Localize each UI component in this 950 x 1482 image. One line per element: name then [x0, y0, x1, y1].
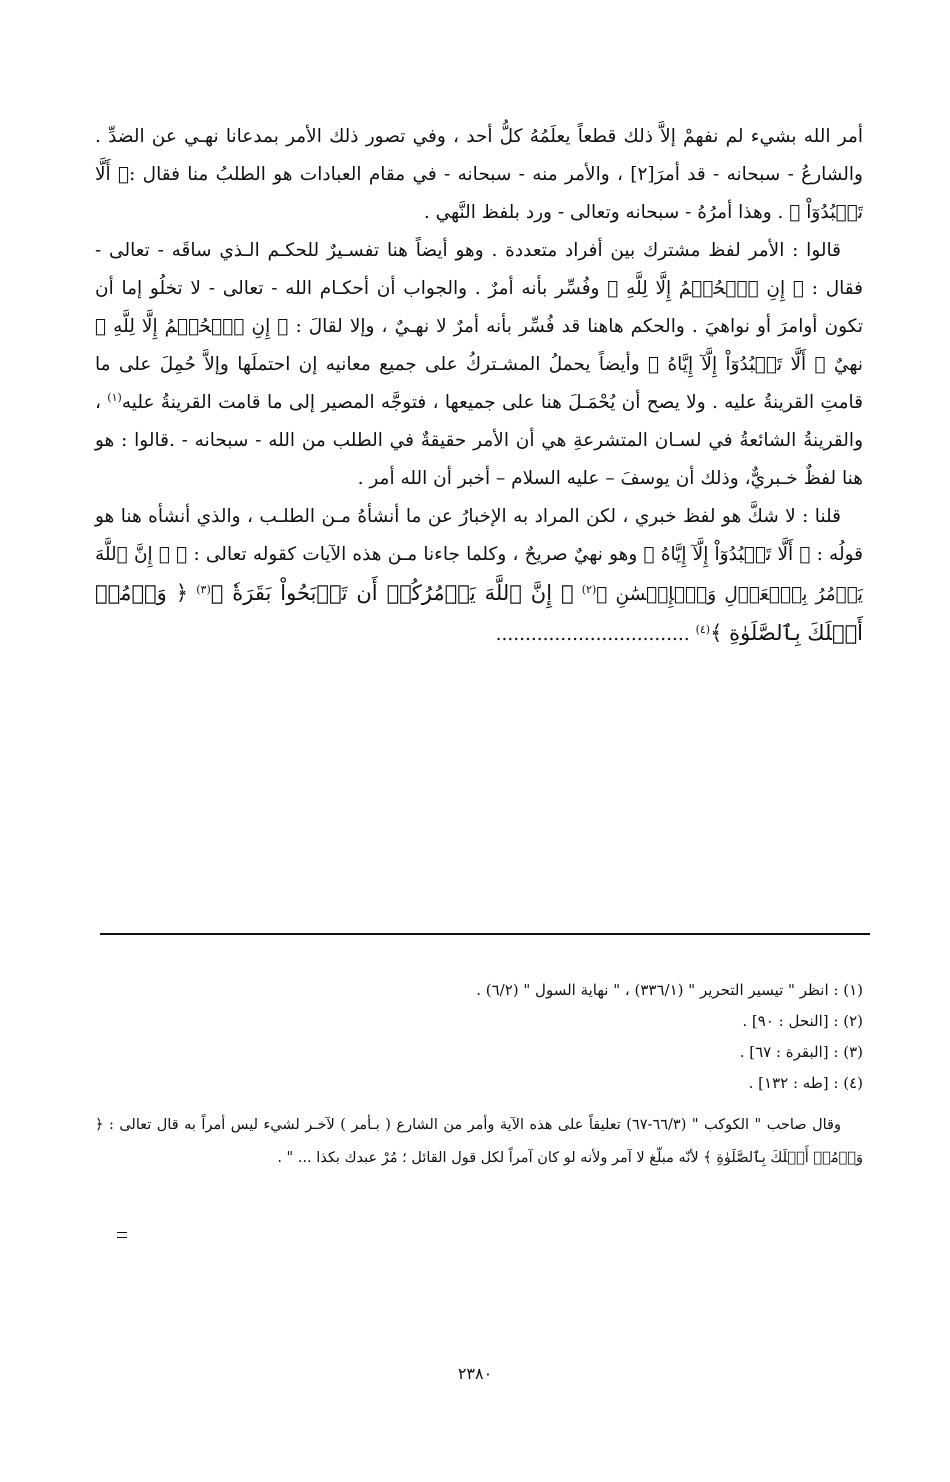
footnote-ref-1: (١) [107, 390, 122, 404]
footnote-4: (٤) : [طه : ١٣٢] . [748, 1074, 863, 1092]
page-number: ٢٣٨٠ [457, 1364, 493, 1383]
paragraph-2 [95, 232, 863, 498]
footnote-1: (١) : انظر " تيسير التحرير " (٣٣٦/١) ، " نهاية السول " (٦/٢) . [476, 981, 863, 999]
footnote-2: (٢) : [النحل : ٩٠] . [742, 1012, 863, 1030]
main-text [95, 118, 863, 654]
quran-verse-cow: ﴿ إِنَّ ٱللَّهَ يَأۡمُرُكُمۡ أَن تَذۡبَحُواْ بَقَرَةٗ ﴾ [210, 581, 574, 605]
footnote-ref-3: (٣) [196, 582, 211, 596]
continuation-mark [117, 1232, 127, 1238]
footnote-divider [100, 933, 870, 935]
paragraph-3 [95, 498, 863, 654]
paragraph-1: أمر الله بشيء لم نفهمْ إلاَّ ذلك قطعاً يعلَمُهُ كلُّ أحد ، وفي تصور ذلك الأمر بمدعانا نهـي عن الضدِّ . والشارعُ - سبحانه - قد أمرَ[٢] ، والأمر منه - سبحانه - في مقام العبادات هو الطلبُ منا فقال :﴿ أَلَّا تَعۡبُدُوٓاْ ﴾ . وهذا أمرُهُ - سبحانه وتعالى - ورد بلفظ النَّهي . [95, 126, 863, 223]
footnote-ref-4: (٤) [695, 622, 711, 636]
quran-verse-prayer: ﴿ وَأۡمُرۡ أَهۡلَكَ بِٱلصَّلَوٰةِ ﴾ [95, 581, 863, 645]
footnotes-section [95, 975, 863, 1175]
footnote-ref-2: (٢) [581, 582, 597, 596]
footnote-3: (٣) : [البقرة : ٦٧] . [739, 1043, 863, 1061]
paragraph-2-continued: ، والقرينةُ الشائعةُ في لسـان المتشرعةِ هي أن الأمر حقيقةٌ في الطلب من الله - سبحانه - .قالوا : هو هنا لفظٌ خـبريٌّ، وذلك أن يوسفَ – عليه السلام – أخبر أن الله أمر . [95, 392, 863, 489]
footnote-commentary: وقال صاحب " الكوكب " (٦٦/٣-٦٧) تعليقاً على هذه الآية وأمر من الشارع ( بـأمر ) لآخـر لشيء ليس أمراً به قال تعالى : ﴿ وَأۡمُرۡ أَهۡلَكَ بِٱلصَّلَوٰةِ ﴾ لأنّه مبلّغ لا آمر ولأنه لو كان آمراً لكل قول القائل ؛ مُرْ عبدك بكذا ... " . [95, 1117, 863, 1166]
paragraph-2-text: قالوا : الأمر لفظ مشترك بين أفراد متعددة . وهو أيضاً هنا تفسـيرٌ للحكـم الـذي ساقَه - تعالى - فقال : ﴿ إِنِ ٱلۡحُكۡمُ إِلَّا لِلَّهِ ﴾ وفُسِّر بأنه أمرٌ . والجواب أن أحكـام الله - تعالى - لا تخلُو إما أن تكون أوامرَ أو نواهيَ . والحكم هاهنا قد فُسِّر بأنه أمرٌ لا نهـيٌ ، وإلا لقالَ : ﴿ إِنِ ٱلۡحُكۡمُ إِلَّا لِلَّهِ ﴾ نهيٌ ﴿ أَلَّا تَعۡبُدُوٓاْ إِلَّآ إِيَّاهُ ﴾ وأيضاً يحملُ المشـتركُ على جميع معانيه إن احتملَها وإلاَّ حُمِلَ على ما قامتِ القرينةُ عليه . ولا يصح أن يُحْمَـلَ هنا على جميعها ، فتوجَّه المصير إلى ما قامت القرينةُ عليه [95, 240, 863, 413]
ellipsis-dots: ................................. [495, 624, 690, 645]
paragraph-3-text: قلنا : لا شكَّ هو لفظ خبري ، لكن المراد به الإخبارُ عن ما أنشأهُ مـن الطلـب ، والذي أنشأه هنا هو قولُه : ﴿ أَلَّا تَعۡبُدُوٓاْ إِلَّآ إِيَّاهُ ﴾ وهو نهيٌ صريحٌ ، وكلما جاءنا مـن هذه الآيات كقوله تعالى : ﴿ ۞ إِنَّ ٱللَّهَ يَأۡمُرُ بِٱلۡعَدۡلِ وَٱلۡإِحۡسَٰنِ ﴾ [95, 506, 863, 605]
